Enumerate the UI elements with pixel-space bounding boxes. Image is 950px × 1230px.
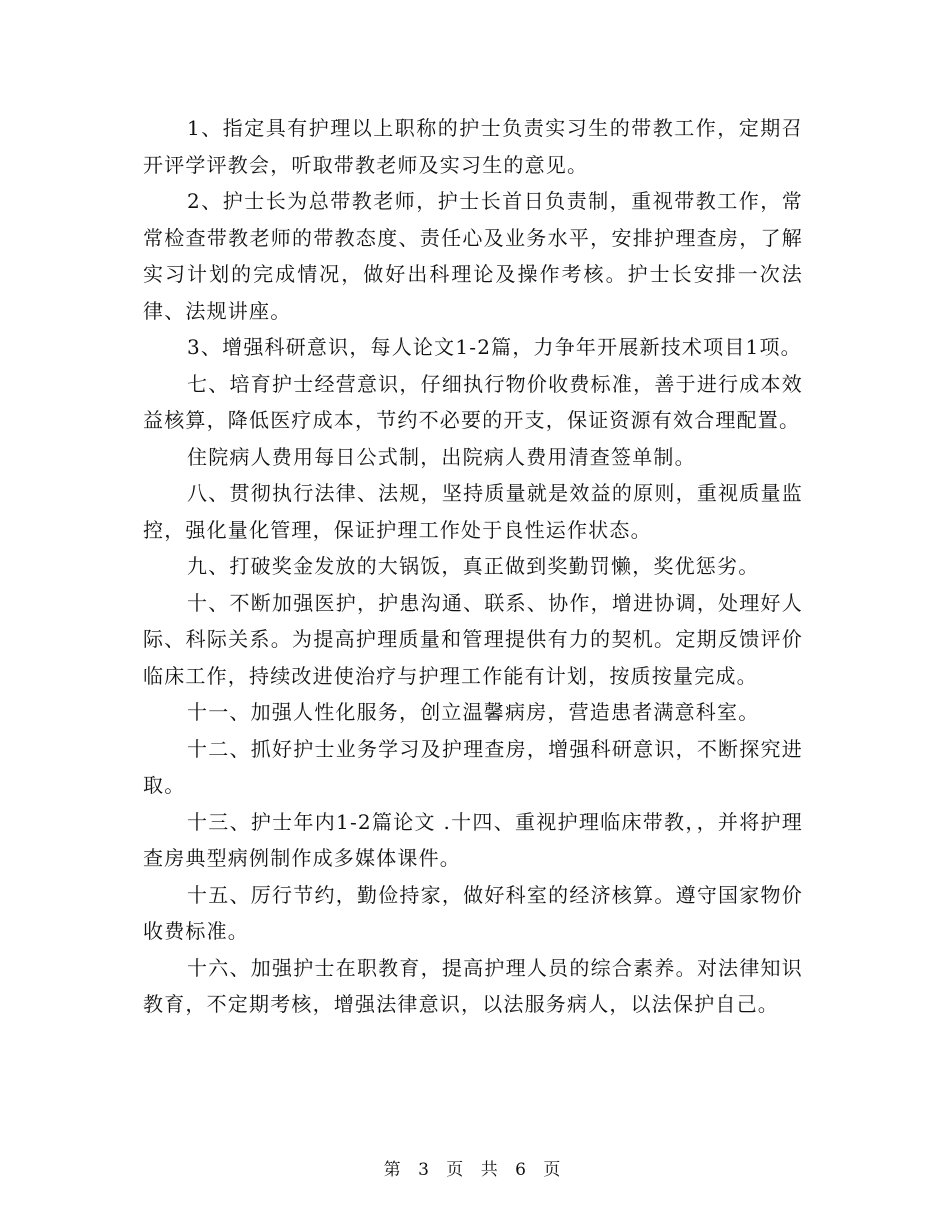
paragraph-6: 八、贯彻执行法律、法规，坚持质量就是效益的原则，重视质量监控，强化量化管理，保证护理工作处于良性运作状态。 [143,481,803,542]
page-footer: 第 3 页 共 6 页 [383,1160,567,1180]
paragraph-4: 七、培育护士经营意识，仔细执行物价收费标准，善于进行成本效益核算，降低医疗成本，节约不必要的开支，保证资源有效合理配置。 [143,371,803,432]
paragraph-2: 2、护士长为总带教老师，护士长首日负责制，重视带教工作，常常检查带教老师的带教态度、责任心及业务水平，安排护理查房，了解实习计划的完成情况，做好出科理论及操作考核。护士长安排一次法律、法规讲座。 [143,189,803,323]
paragraph-9: 十一、加强人性化服务，创立温馨病房，营造患者满意科室。 [187,700,760,724]
paragraph-7: 九、打破奖金发放的大锅饭，真正做到奖勤罚懒，奖优惩劣。 [187,554,760,578]
paragraph-1: 1、指定具有护理以上职称的护士负责实习生的带教工作，定期召开评学评教会，听取带教老师及实习生的意见。 [143,116,803,177]
paragraph-5: 住院病人费用每日公式制，出院病人费用清查签单制。 [187,444,696,469]
paragraph-3: 3、增强科研意识，每人论文1-2篇，力争年开展新技术项目1项。 [187,335,802,359]
document-body [143,110,803,1023]
paragraph-13: 十六、加强护士在职教育，提高护理人员的综合素养。对法律知识教育，不定期考核，增强法律意识，以法服务病人，以法保护自己。 [143,955,803,1016]
paragraph-10: 十二、抓好护士业务学习及护理查房，增强科研意识，不断探究进取。 [143,736,803,797]
paragraph-11: 十三、护士年内1-2篇论文 .十四、重视护理临床带教，，并将护理查房典型病例制作成多媒体课件。 [143,809,803,870]
paragraph-8: 十、不断加强医护，护患沟通、联系、协作，增进协调，处理好人际、科际关系。为提高护理质量和管理提供有力的契机。定期反馈评价临床工作，持续改进使治疗与护理工作能有计划，按质按量完成。 [143,590,803,688]
paragraph-12: 十五、厉行节约，勤俭持家，做好科室的经济核算。遵守国家物价收费标准。 [143,882,803,943]
